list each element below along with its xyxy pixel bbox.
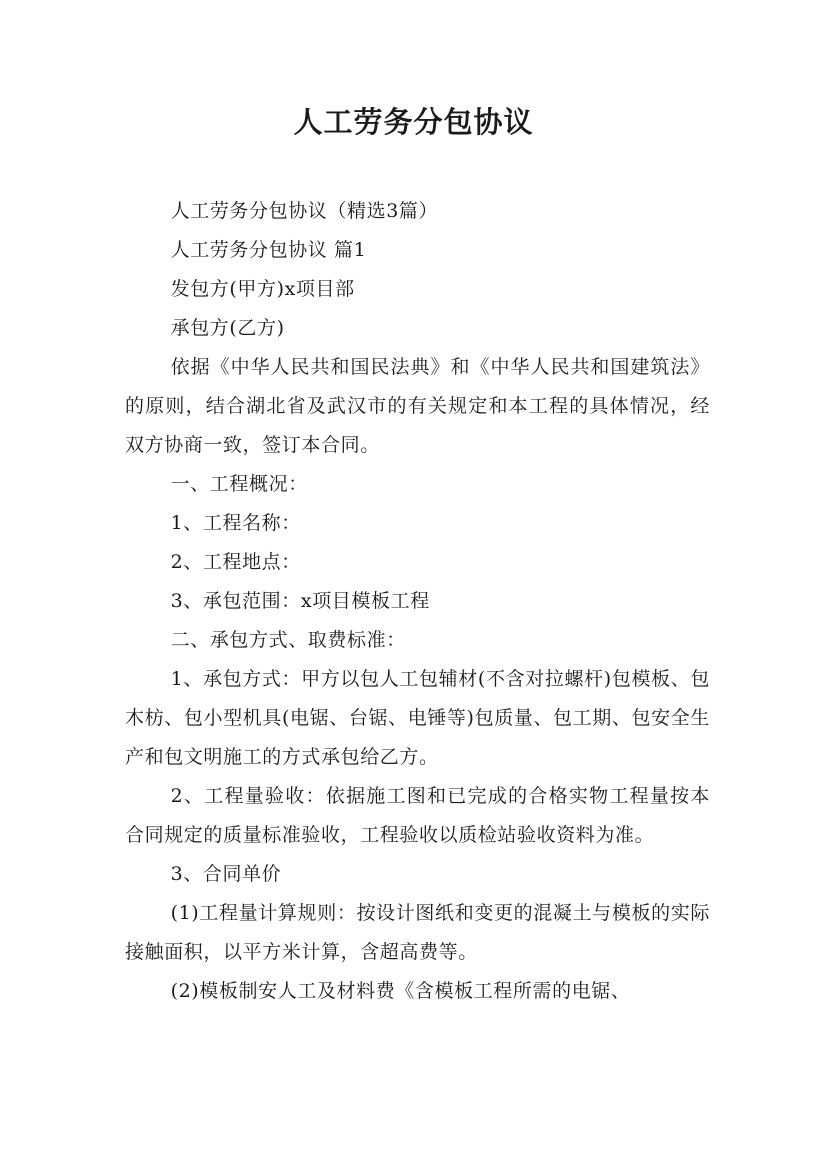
paragraph-party-a: 发包方(甲方)x项目部	[170, 278, 355, 300]
paragraph-acceptance: 2、工程量验收：依据施工图和已完成的合格实物工程量按本合同规定的质量标准验收，工程验收以质检站验收资料为准。	[125, 785, 710, 846]
paragraph-project-location: 2、工程地点：	[170, 551, 301, 573]
paragraph-contract-method: 1、承包方式：甲方以包人工包辅材(不含对拉螺杆)包模板、包木枋、包小型机具(电锯、台锯、电锤等)包质量、包工期、包安全生产和包文明施工的方式承包给乙方。	[125, 668, 710, 768]
paragraph-labor-material-cost: (2)模板制安人工及材料费《含模板工程所需的电锯、	[170, 980, 631, 1002]
paragraph-calculation-rules: (1)工程量计算规则：按设计图纸和变更的混凝土与模板的实际接触面积，以平方米计算，含超高费等。	[125, 902, 710, 963]
document-title: 人工劳务分包协议	[293, 105, 534, 139]
section-heading-overview: 一、工程概况：	[170, 473, 308, 495]
paragraph-part-heading: 人工劳务分包协议 篇1	[170, 239, 367, 261]
section-heading-contract-method: 二、承包方式、取费标准：	[170, 629, 406, 651]
paragraph-project-name: 1、工程名称：	[170, 512, 301, 534]
document-body	[125, 192, 710, 1011]
paragraph-contract-scope: 3、承包范围：x项目模板工程	[170, 590, 430, 612]
paragraph-party-b: 承包方(乙方)	[170, 317, 285, 339]
paragraph-legal-basis: 依据《中华人民共和国民法典》和《中华人民共和国建筑法》的原则，结合湖北省及武汉市的有关规定和本工程的具体情况，经双方协商一致，签订本合同。	[125, 356, 710, 456]
paragraph-unit-price-heading: 3、合同单价	[170, 863, 282, 885]
paragraph-selection-note: 人工劳务分包协议（精选3篇）	[170, 200, 439, 222]
